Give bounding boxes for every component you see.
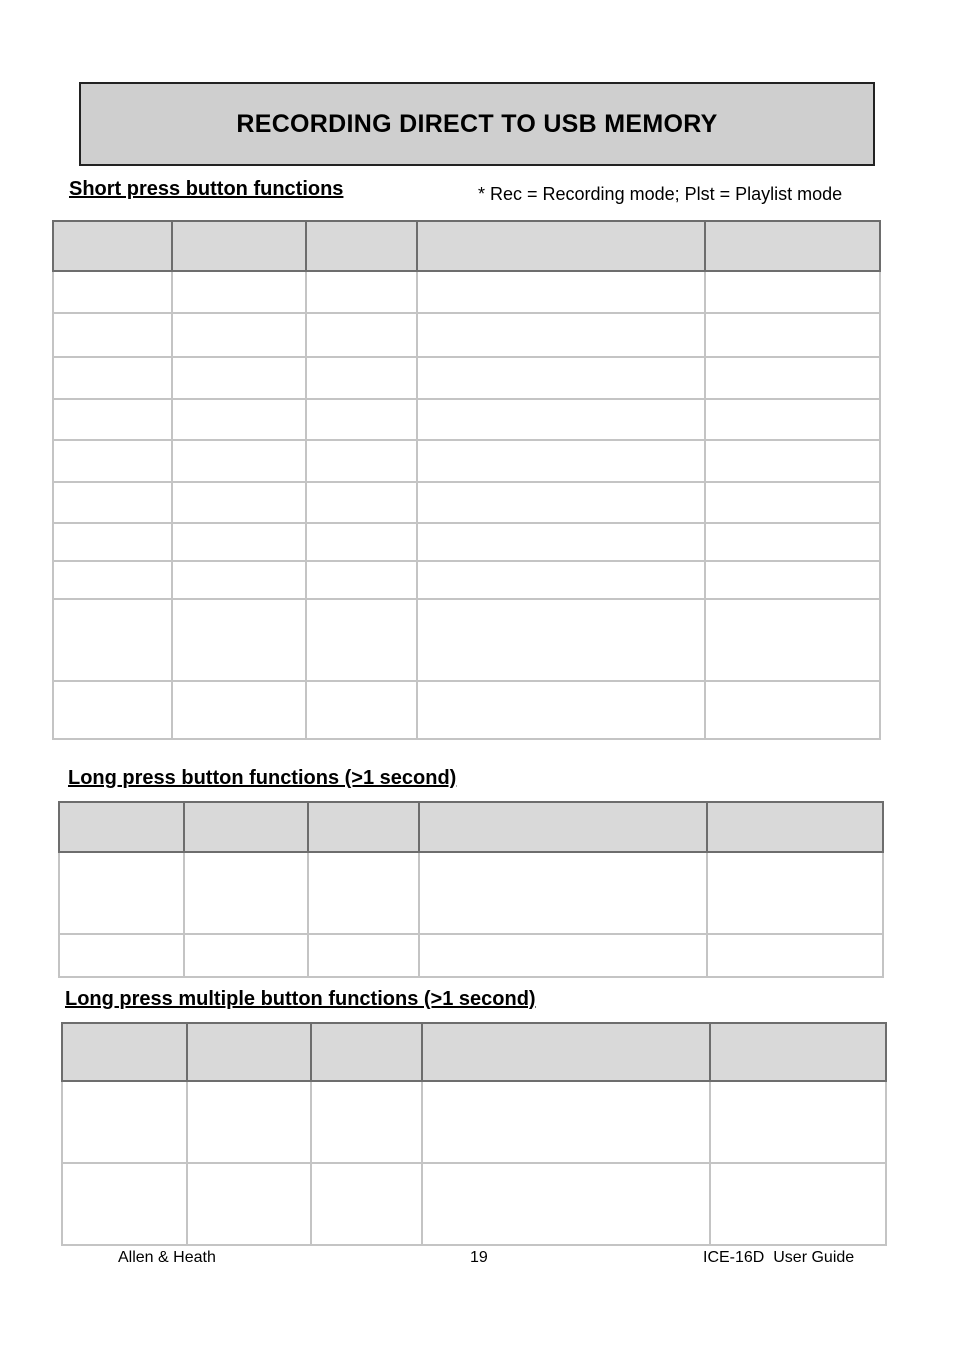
table-row [53, 313, 880, 357]
table-row [53, 523, 880, 561]
table-row [53, 357, 880, 399]
table-row [53, 482, 880, 523]
table-row [62, 1081, 886, 1163]
table-row [59, 852, 883, 934]
table-row [53, 440, 880, 482]
page-title-box [79, 82, 875, 166]
table-header-row [53, 221, 880, 271]
table-header-row [62, 1023, 886, 1081]
footer-guide-title: ICE-16D User Guide [703, 1249, 855, 1266]
table-row [53, 681, 880, 739]
table-row [53, 399, 880, 440]
table-row [53, 561, 880, 599]
table-header-row [59, 802, 883, 852]
table-row [59, 934, 883, 977]
page-title: RECORDING DIRECT TO USB MEMORY [236, 109, 718, 138]
long-press-multiple-heading: Long press multiple button functions (>1 second) [65, 988, 536, 1010]
table-row [53, 599, 880, 681]
long-press-table [58, 801, 884, 978]
short-press-table [52, 220, 881, 740]
footer-company: Allen & Heath [118, 1249, 216, 1266]
long-press-heading: Long press button functions (>1 second) [68, 767, 457, 789]
mode-legend-note: * Rec = Recording mode; Plst = Playlist mode [478, 184, 843, 204]
table-row [53, 271, 880, 313]
long-press-multiple-table [61, 1022, 887, 1246]
table-row [62, 1163, 886, 1245]
footer-page-number: 19 [470, 1249, 488, 1266]
short-press-heading: Short press button functions [69, 178, 344, 200]
